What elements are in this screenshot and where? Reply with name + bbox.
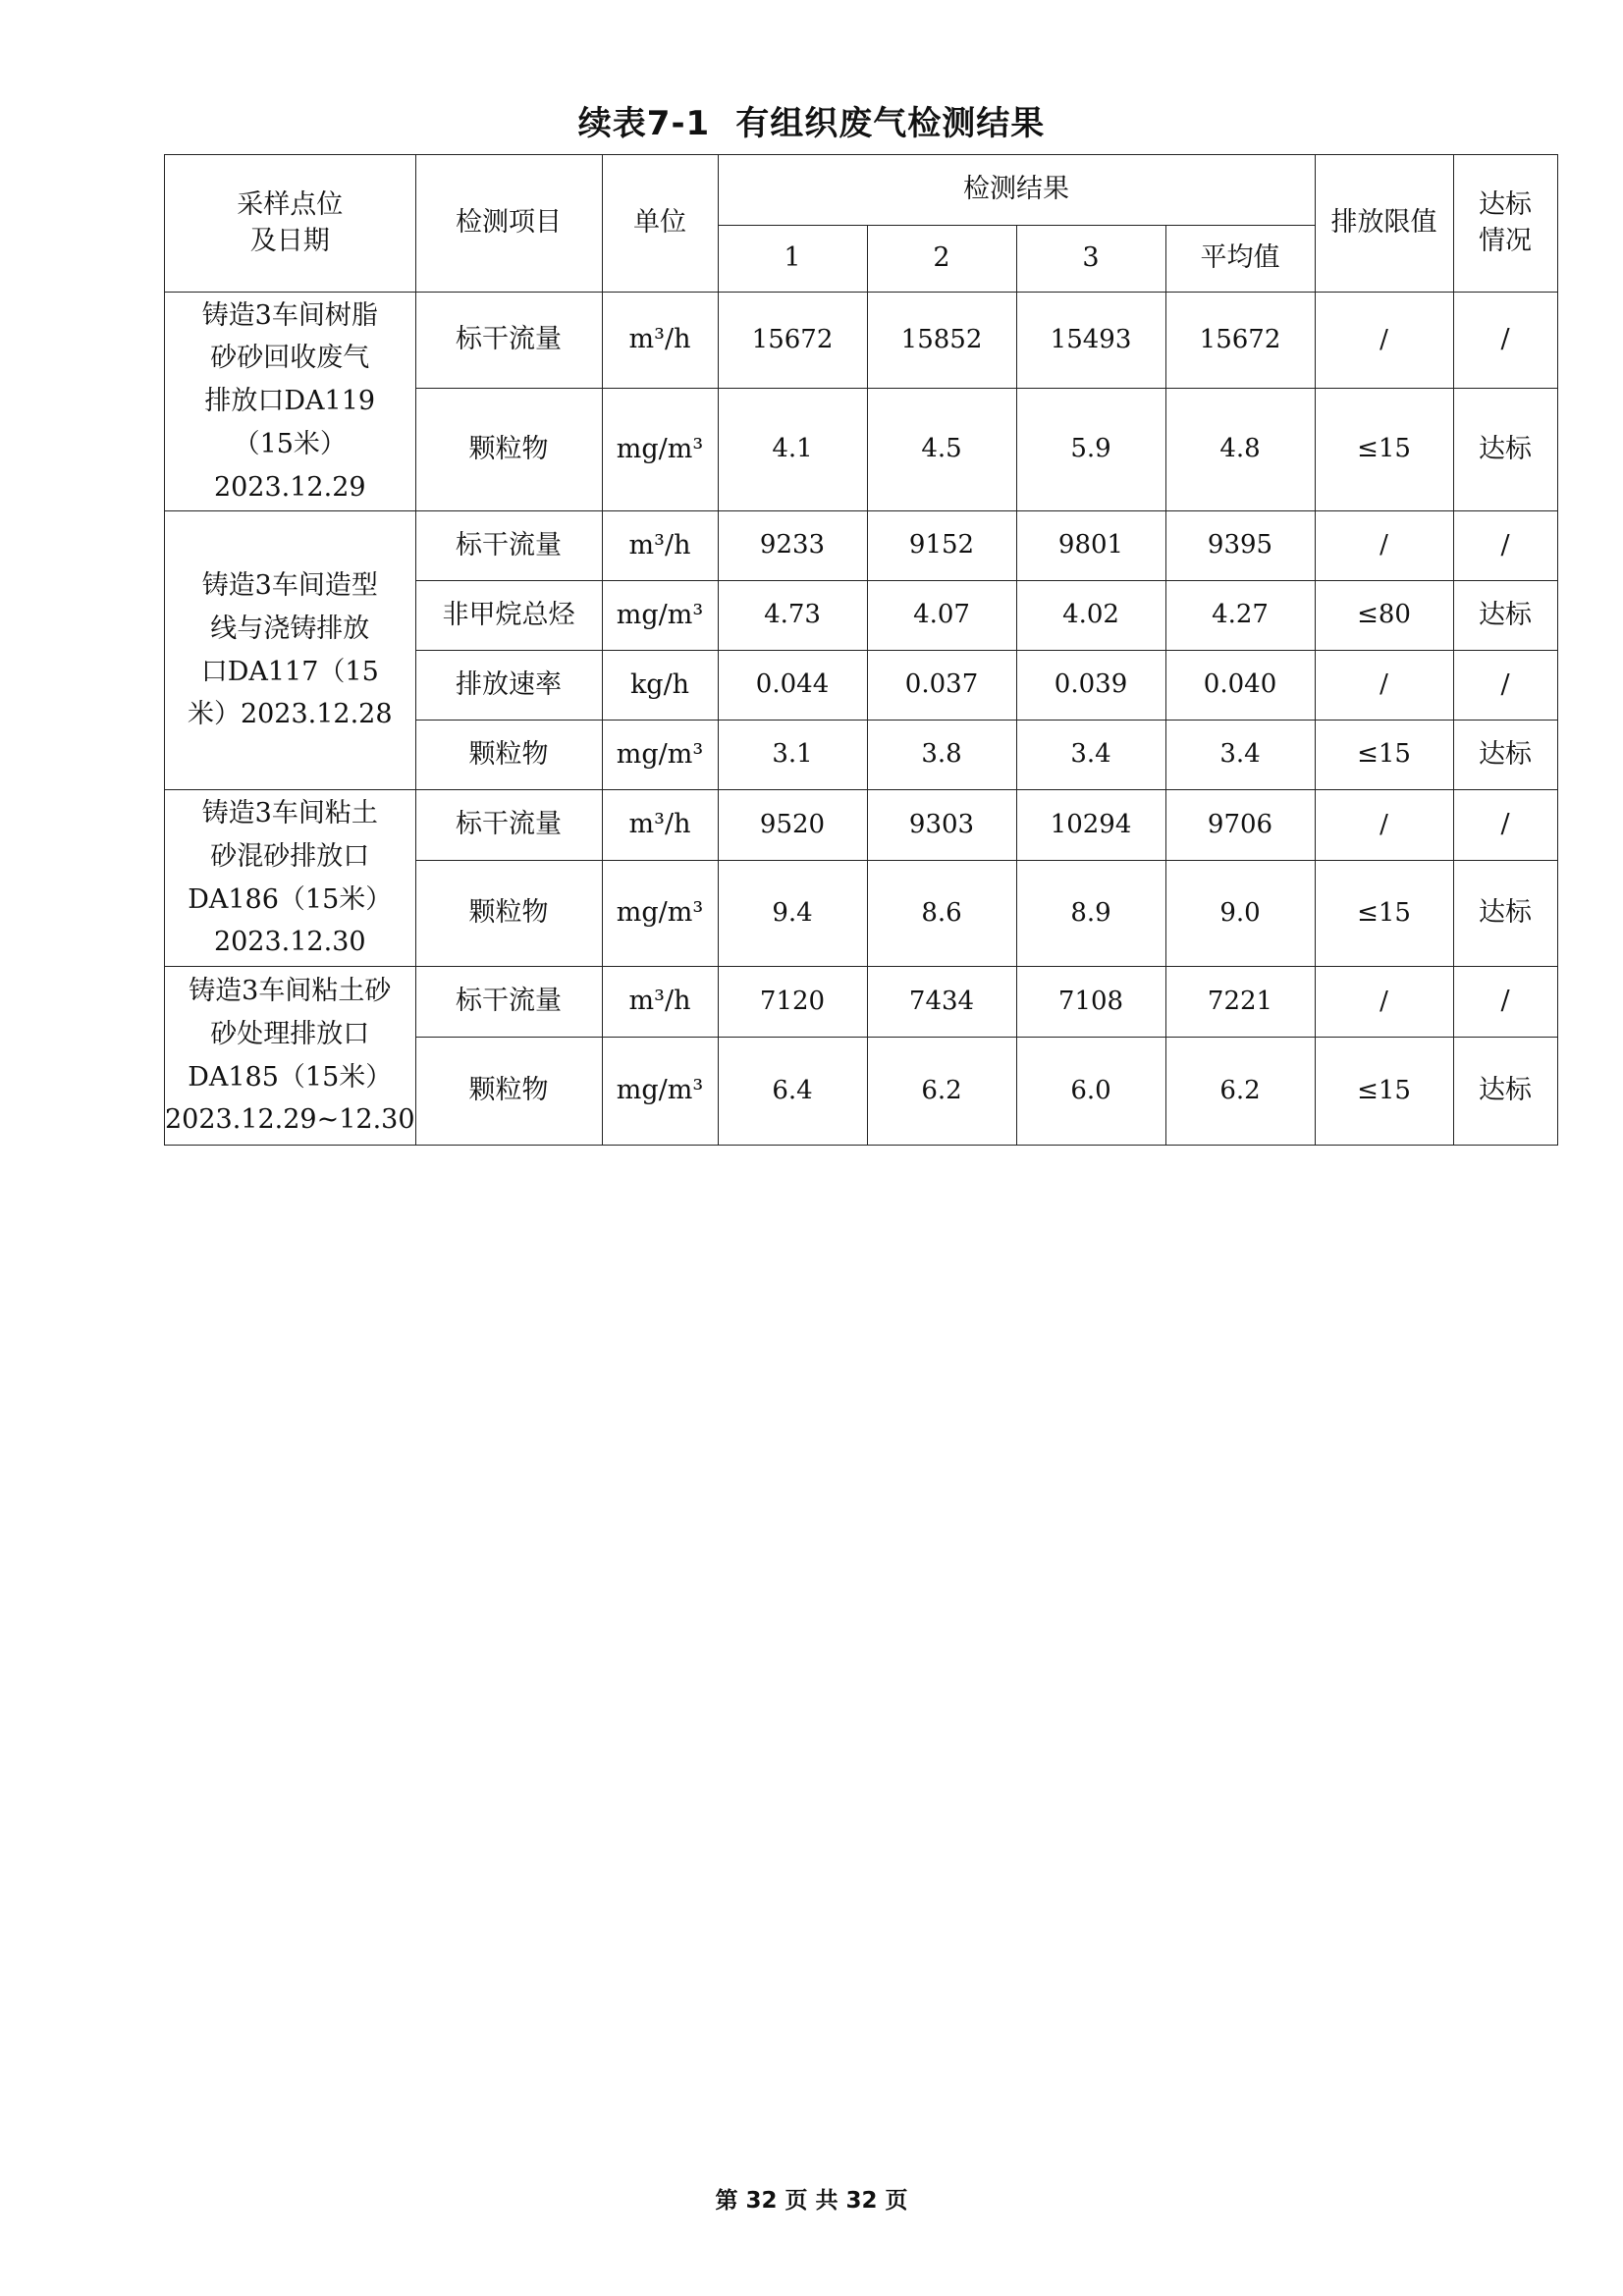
table-row: [165, 511, 1558, 581]
compliance-status: 达标: [1453, 721, 1557, 790]
compliance-status: 达标: [1453, 861, 1557, 967]
result-average: 4.8: [1165, 389, 1315, 511]
result-average: 3.4: [1165, 721, 1315, 790]
result-3: 0.039: [1016, 651, 1165, 721]
result-3: 5.9: [1016, 389, 1165, 511]
sampling-location-text: 铸造3车间粘土砂 砂处理排放口 DA185（15米） 2023.12.29~12.30: [165, 976, 415, 1136]
header-result-2: 2: [867, 226, 1016, 293]
unit: m³/h: [602, 293, 718, 389]
emission-limit: /: [1315, 511, 1453, 581]
compliance-status: /: [1453, 790, 1557, 861]
compliance-status: /: [1453, 511, 1557, 581]
header-item: 检测项目: [415, 155, 602, 293]
sampling-location-text: 铸造3车间粘土 砂混砂排放口 DA186（15米） 2023.12.30: [188, 798, 393, 958]
header-location-text: 采样点位 及日期: [237, 189, 344, 256]
result-1: 7120: [718, 967, 867, 1038]
sampling-location: [165, 967, 416, 1146]
emission-limit: ≤80: [1315, 581, 1453, 651]
table-number: 续表7-1: [577, 104, 711, 143]
emission-limit: /: [1315, 967, 1453, 1038]
test-item: 标干流量: [415, 790, 602, 861]
sampling-location-text: 铸造3车间树脂 砂砂回收废气 排放口DA119 （15米） 2023.12.29: [201, 299, 378, 503]
test-item: 颗粒物: [415, 721, 602, 790]
table-name: 有组织废气检测结果: [735, 104, 1046, 143]
exhaust-gas-results-table: [164, 154, 1558, 1146]
result-2: 9152: [867, 511, 1016, 581]
test-item: 标干流量: [415, 511, 602, 581]
test-item: 标干流量: [415, 967, 602, 1038]
result-2: 4.07: [867, 581, 1016, 651]
header-average: 平均值: [1165, 226, 1315, 293]
result-3: 7108: [1016, 967, 1165, 1038]
emission-limit: ≤15: [1315, 389, 1453, 511]
sampling-location: [165, 790, 416, 967]
sampling-location-text: 铸造3车间造型 线与浇铸排放 口DA117（15 米）2023.12.28: [187, 570, 393, 730]
result-2: 8.6: [867, 861, 1016, 967]
result-2: 6.2: [867, 1038, 1016, 1146]
page-footer: 第 32 页 共 32 页: [715, 2188, 908, 2214]
result-3: 4.02: [1016, 581, 1165, 651]
unit: m³/h: [602, 967, 718, 1038]
header-status: [1453, 155, 1557, 293]
result-2: 15852: [867, 293, 1016, 389]
result-2: 3.8: [867, 721, 1016, 790]
compliance-status: 达标: [1453, 581, 1557, 651]
table-row: [165, 967, 1558, 1038]
table-row: [165, 790, 1558, 861]
result-3: 8.9: [1016, 861, 1165, 967]
header-result-1: 1: [718, 226, 867, 293]
test-item: 标干流量: [415, 293, 602, 389]
unit: kg/h: [602, 651, 718, 721]
unit: mg/m³: [602, 389, 718, 511]
unit: mg/m³: [602, 581, 718, 651]
unit: mg/m³: [602, 721, 718, 790]
sampling-location: [165, 511, 416, 790]
unit: mg/m³: [602, 1038, 718, 1146]
test-item: 颗粒物: [415, 861, 602, 967]
result-average: 9706: [1165, 790, 1315, 861]
header-location: [165, 155, 416, 293]
sampling-location: [165, 293, 416, 511]
result-average: 4.27: [1165, 581, 1315, 651]
emission-limit: ≤15: [1315, 861, 1453, 967]
result-2: 9303: [867, 790, 1016, 861]
emission-limit: ≤15: [1315, 1038, 1453, 1146]
result-3: 6.0: [1016, 1038, 1165, 1146]
result-average: 0.040: [1165, 651, 1315, 721]
result-3: 9801: [1016, 511, 1165, 581]
result-2: 0.037: [867, 651, 1016, 721]
header-status-text: 达标 情况: [1479, 189, 1533, 256]
result-1: 0.044: [718, 651, 867, 721]
result-1: 3.1: [718, 721, 867, 790]
test-item: 颗粒物: [415, 1038, 602, 1146]
result-average: 15672: [1165, 293, 1315, 389]
result-average: 7221: [1165, 967, 1315, 1038]
compliance-status: 达标: [1453, 389, 1557, 511]
result-1: 9.4: [718, 861, 867, 967]
result-1: 9233: [718, 511, 867, 581]
result-1: 15672: [718, 293, 867, 389]
table-row: [165, 293, 1558, 389]
compliance-status: /: [1453, 651, 1557, 721]
result-1: 4.73: [718, 581, 867, 651]
result-3: 10294: [1016, 790, 1165, 861]
result-1: 4.1: [718, 389, 867, 511]
result-3: 3.4: [1016, 721, 1165, 790]
test-item: 排放速率: [415, 651, 602, 721]
emission-limit: /: [1315, 790, 1453, 861]
result-1: 9520: [718, 790, 867, 861]
compliance-status: /: [1453, 293, 1557, 389]
unit: m³/h: [602, 511, 718, 581]
emission-limit: /: [1315, 651, 1453, 721]
header-result-3: 3: [1016, 226, 1165, 293]
compliance-status: 达标: [1453, 1038, 1557, 1146]
table-title: [0, 96, 1623, 144]
unit: mg/m³: [602, 861, 718, 967]
compliance-status: /: [1453, 967, 1557, 1038]
result-2: 4.5: [867, 389, 1016, 511]
header-unit: 单位: [602, 155, 718, 293]
result-average: 6.2: [1165, 1038, 1315, 1146]
result-average: 9.0: [1165, 861, 1315, 967]
unit: m³/h: [602, 790, 718, 861]
header-limit: 排放限值: [1315, 155, 1453, 293]
test-item: 非甲烷总烃: [415, 581, 602, 651]
emission-limit: /: [1315, 293, 1453, 389]
emission-limit: ≤15: [1315, 721, 1453, 790]
result-1: 6.4: [718, 1038, 867, 1146]
result-3: 15493: [1016, 293, 1165, 389]
result-2: 7434: [867, 967, 1016, 1038]
test-item: 颗粒物: [415, 389, 602, 511]
result-average: 9395: [1165, 511, 1315, 581]
header-results: 检测结果: [718, 155, 1315, 226]
